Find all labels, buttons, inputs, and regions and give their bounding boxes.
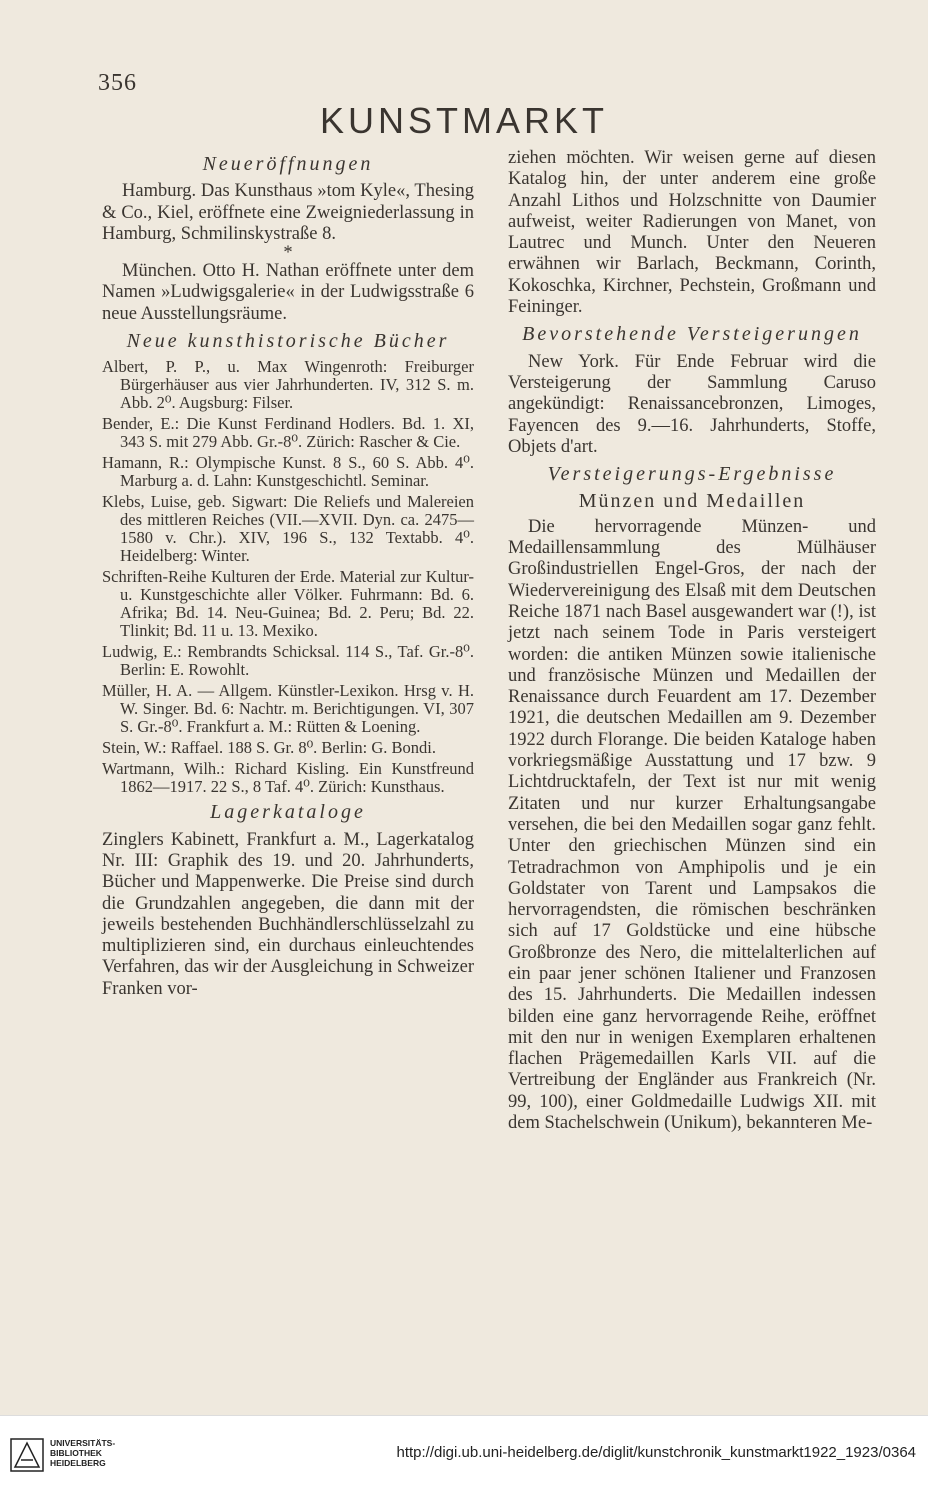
source-url-link[interactable]: http://digi.ub.uni-heidelberg.de/diglit/kunstchronik_kunstmarkt1922_1923/0364 [396, 1444, 916, 1461]
paragraph-zinglers: Zinglers Kabinett, Frankfurt a. M., Lagerkatalog Nr. III: Graphik des 19. und 20. Jahrhunderts, Bücher und Mappenwerke. Die Preise sind durch die Grundzahlen angegeben, die dann mit der jeweils bestehenden Buchhändlerschlüsselzahl zu multiplizieren sind, ein durchaus einleuchtendes Verfahren, das wir der Ausgleichung in Schweizer Franken vor- [102, 829, 474, 999]
footer-bar [0, 1415, 928, 1486]
section-heading-neueroeffnungen: Neueröffnungen [202, 153, 374, 175]
bib-entry: Müller, H. A. — Allgem. Künstler-Lexikon. Hrsg v. H. W. Singer. Bd. 6: Nachtr. m. Berichtigungen. VI, 307 S. Gr.-8⁰. Frankfurt a. M.: Rütten & Loening. [102, 681, 474, 737]
paragraph-hamburg: Hamburg. Das Kunsthaus »tom Kyle«, Thesing & Co., Kiel, eröffnete eine Zweigniederlassung in Hamburg, Schmilinskystraße 8. [102, 181, 474, 244]
bib-entry: Albert, P. P., u. Max Wingenroth: Freiburger Bürgerhäuser aus vier Jahrhunderten. IV, 312 S. m. Abb. 2⁰. Augsburg: Filser. [102, 357, 474, 413]
page-number: 356 [98, 70, 137, 96]
section-heading-ergebnisse: Versteigerungs-Ergebnisse [547, 463, 837, 486]
bib-entry: Schriften-Reihe Kulturen der Erde. Material zur Kultur- u. Kunstgeschichte aller Völker. Fuhrmann: Bd. 6. Afrika; Bd. 14. Neu-Guinea; Bd. 2. Peru; Bd. 22. Tlinkit; Bd. 11 u. 13. Mexiko. [102, 567, 474, 641]
left-column [102, 148, 474, 1000]
bib-entry: Ludwig, E.: Rembrandts Schicksal. 114 S., Taf. Gr.-8⁰. Berlin: E. Rowohlt. [102, 642, 474, 680]
page-title: KUNSTMARKT [319, 100, 608, 141]
subheading-muenzen: Münzen und Medaillen [578, 490, 806, 513]
separator-star: * [283, 243, 293, 264]
bib-entry: Klebs, Luise, geb. Sigwart: Die Reliefs und Malereien des mittleren Reiches (VII.—XVII. Dyn. ca. 2475—1580 v. Chr.). XIV, 196 S., 132 Textabb. 4⁰. Heidelberg: Winter. [102, 492, 474, 566]
paragraph-muenchen: München. Otto H. Nathan eröffnete unter dem Namen »Ludwigsgalerie« in der Ludwigsstraße 6 neue Ausstellungsräume. [102, 261, 474, 324]
paragraph-engel-gros: Die hervorragende Münzen- und Medaillensammlung des Mülhäuser Großindustriellen Engel-Gros, der nach der Wiedervereinigung des Elsaß mit dem Deutschen Reiche 1871 nach Basel ausgewandert war (!), ist jetzt nach seinem Tode in Paris versteigert worden: die antiken Münzen sowie italienische und französische Münzen und Medaillen der Renaissance durch Feuardent am 17. Dezember 1921, die deutschen Medaillen am 9. Dezember 1922 durch Florange. Die beiden Kataloge haben vorkriegsmäßige Ausstattung und 17 bzw. 9 Lichtdrucktafeln, der Text ist nur mit wenig Zitaten und nur kurzer Erhaltungsangabe versehen, die bei den Medaillen sogar ganz fehlt. Unter den griechischen Münzen sind ein Tetradrachmon von Amphipolis und je ein Goldstater von Tarent und Lampsakos die hervorragendsten, die römischen beschränken sich auf 17 Goldstücke und eine hübsche Großbronze des Nero, die mittelalterlichen auf ein paar jener schönen Italiener und Franzosen des 15. Jahrhunderts. Die Medaillen indessen bilden eine ganz hervorragende Reihe, eröffnet mit den nur in wenigen Exemplaren erhaltenen flachen Prägemedaillen Karls VII. auf die Vertreibung der Engländer aus Frankreich (Nr. 99, 100), einer Goldmedaille Ludwigs XII. mit dem Stachelschwein (Unikum), bekannteren Me- [508, 516, 876, 1134]
library-logo-icon [10, 1438, 44, 1472]
library-logo-text: UNIVERSITÄTS- BIBLIOTHEK HEIDELBERG [50, 1438, 116, 1468]
bib-entry: Stein, W.: Raffael. 188 S. Gr. 8⁰. Berlin: G. Bondi. [102, 738, 437, 758]
right-column [508, 148, 876, 1134]
section-heading-buecher: Neue kunsthistorische Bücher [126, 330, 450, 353]
section-heading-versteigerungen: Bevorstehende Versteigerungen [522, 323, 862, 346]
paragraph-new-york: New York. Für Ende Februar wird die Versteigerung der Sammlung Caruso angekündigt: Renaissancebronzen, Limoges, Fayencen des 9.—16. Jahrhunderts, Stoffe, Objets d'art. [508, 351, 876, 457]
paragraph-continued: ziehen möchten. Wir weisen gerne auf diesen Katalog hin, der unter anderem eine große Anzahl Lithos und Holzschnitte von Daumier aufweist, weiter Radierungen von Manet, von Lautrec und Munch. Unter den Neueren erwähnen wir Barlach, Beckmann, Corinth, Kokoschka, Kirchner, Pechstein, Großmann und Feininger. [508, 148, 876, 318]
bib-entry: Bender, E.: Die Kunst Ferdinand Hodlers. Bd. 1. XI, 343 S. mit 279 Abb. Gr.-8⁰. Zürich: Rascher & Cie. [102, 414, 474, 452]
bib-entry: Wartmann, Wilh.: Richard Kisling. Ein Kunstfreund 1862—1917. 22 S., 8 Taf. 4⁰. Zürich: Kunsthaus. [102, 759, 474, 797]
section-heading-lagerkataloge: Lagerkataloge [210, 801, 366, 824]
bib-entry: Hamann, R.: Olympische Kunst. 8 S., 60 S. Abb. 4⁰. Marburg a. d. Lahn: Kunstgeschichtl. Seminar. [102, 453, 474, 491]
